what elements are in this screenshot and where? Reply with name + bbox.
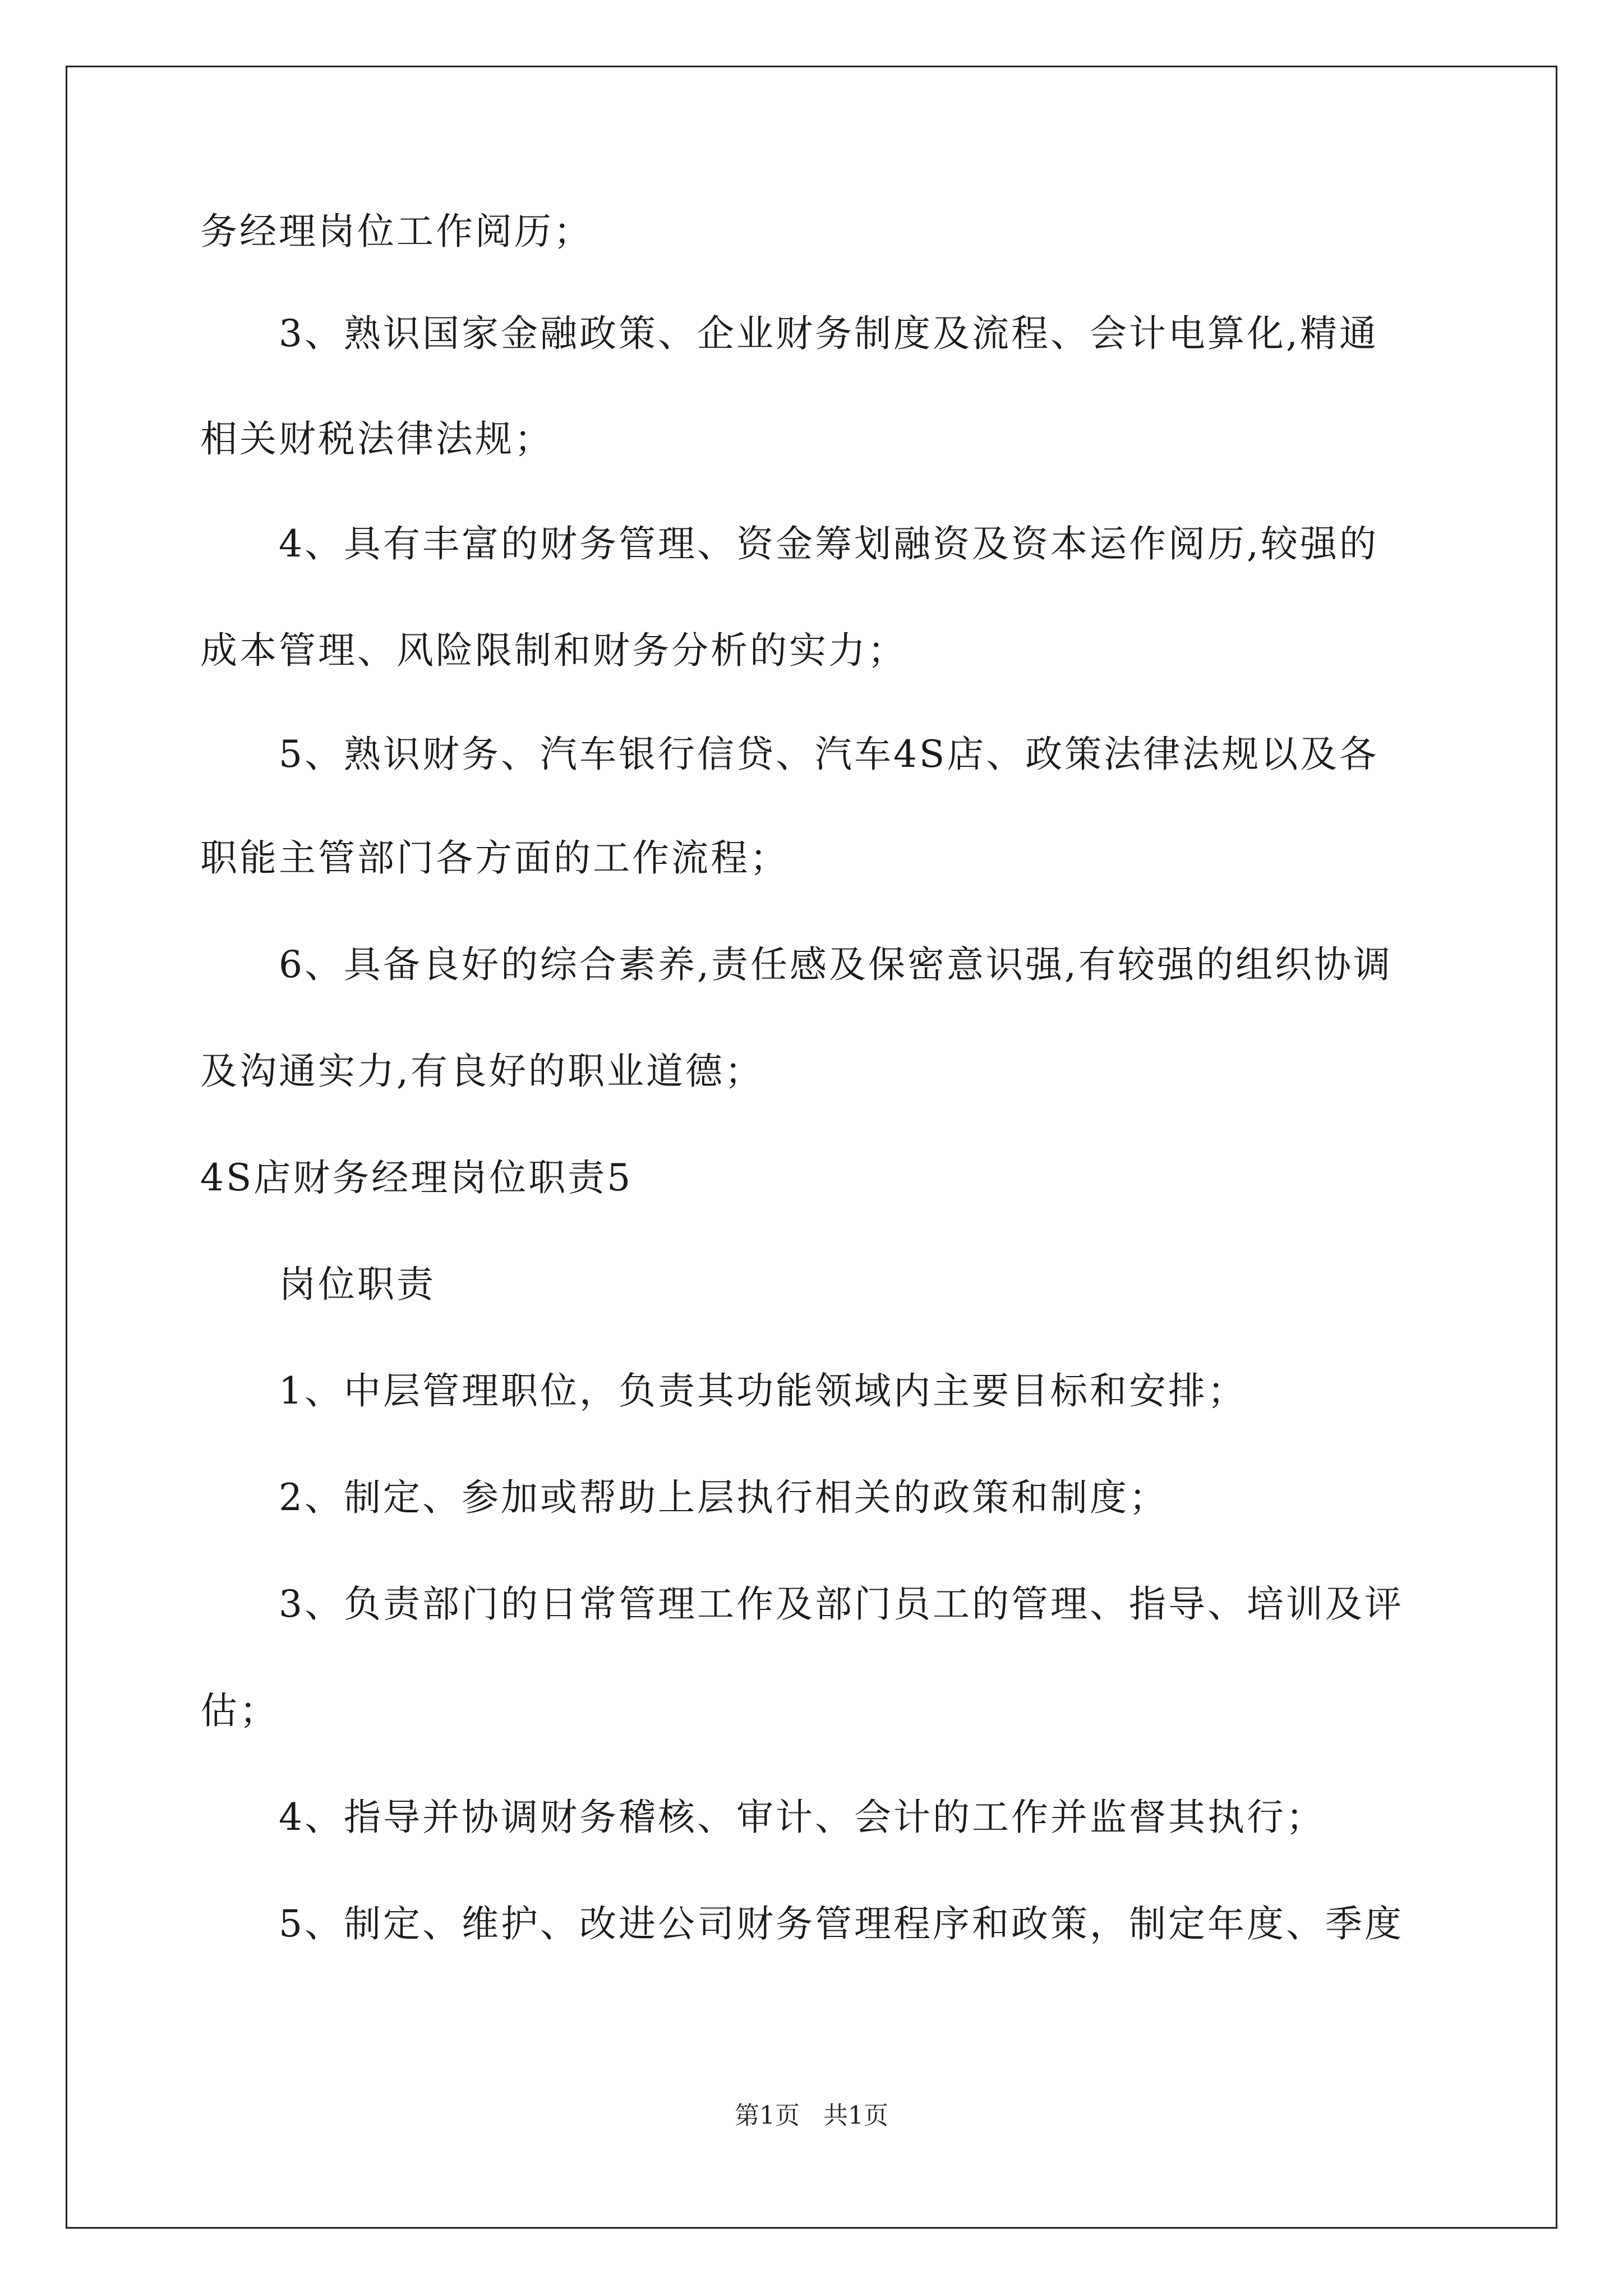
- text-line: 成本管理、风险限制和财务分析的实力；: [200, 629, 907, 672]
- text-line: 估；: [200, 1689, 279, 1732]
- text-line: 6、具备良好的综合素养,责任感及保密意识强,有较强的组织协调: [279, 943, 1393, 986]
- text-line: 2、制定、参加或帮助上层执行相关的政策和制度；: [279, 1476, 1168, 1519]
- text-line: 4、具有丰富的财务管理、资金筹划融资及资本运作阅历,较强的: [279, 522, 1378, 565]
- page-footer: 第1页 共1页: [735, 2101, 888, 2130]
- text-line: 5、熟识财务、汽车银行信贷、汽车4S店、政策法律法规以及各: [279, 733, 1379, 776]
- text-line: 职能主管部门各方面的工作流程；: [200, 836, 789, 880]
- text-line: 相关财税法律法规；: [200, 417, 554, 461]
- text-line: 务经理岗位工作阅历；: [200, 210, 593, 253]
- section-heading: 4S店财务经理岗位职责5: [200, 1156, 633, 1199]
- text-line: 4、指导并协调财务稽核、审计、会计的工作并监督其执行；: [279, 1796, 1325, 1839]
- text-line: 5、制定、维护、改进公司财务管理程序和政策，制定年度、季度: [279, 1902, 1404, 1945]
- subheading: 岗位职责: [279, 1263, 436, 1306]
- text-line: 1、中层管理职位，负责其功能领域内主要目标和安排；: [279, 1369, 1247, 1412]
- text-line: 3、熟识国家金融政策、企业财务制度及流程、会计电算化,精通: [279, 312, 1378, 355]
- text-line: 及沟通实力,有良好的职业道德；: [200, 1050, 764, 1093]
- text-line: 3、负责部门的日常管理工作及部门员工的管理、指导、培训及评: [279, 1582, 1404, 1626]
